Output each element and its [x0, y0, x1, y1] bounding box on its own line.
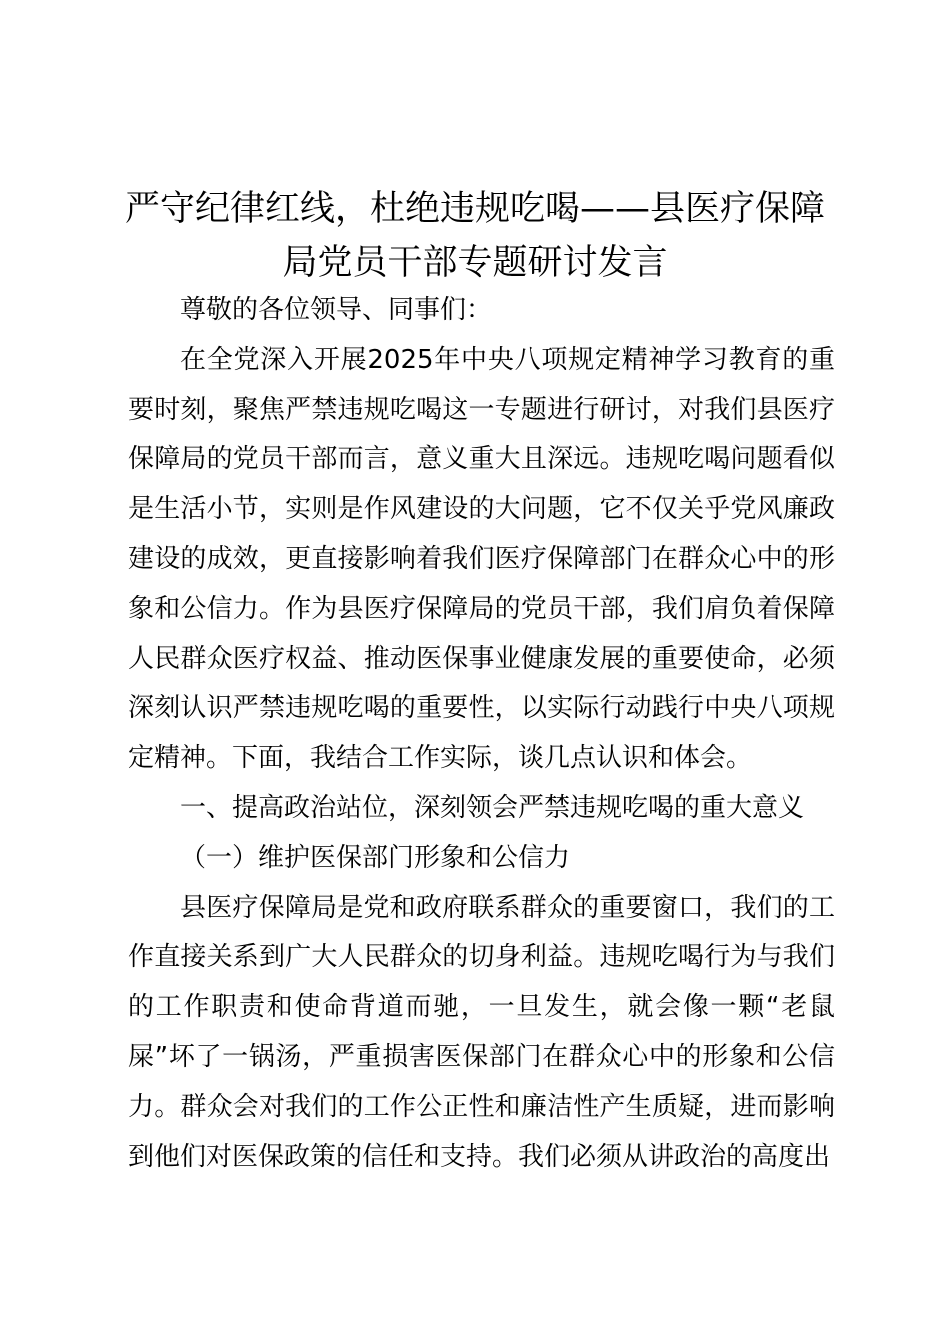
document-body: [128, 286, 835, 1182]
salutation: 尊敬的各位领导、同事们：: [180, 295, 493, 325]
intro-paragraph: 在全党深入开展2025年中央八项规定精神学习教育的重要时刻，聚焦严禁违规吃喝这一专题进行研讨，对我们县医疗保障局的党员干部而言，意义重大且深远。违规吃喝问题看似是生活小节，实则是作风建设的大问题，它不仅关乎党风廉政建设的成效，更直接影响着我们医疗保障部门在群众心中的形象和公信力。作为县医疗保障局的党员干部，我们肩负着保障人民群众医疗权益、推动医保事业健康发展的重要使命，必须深刻认识严禁违规吃喝的重要性，以实际行动践行中央八项规定精神。下面，我结合工作实际，谈几点认识和体会。: [128, 344, 835, 774]
subsection-heading-1: （一）维护医保部门形象和公信力: [180, 842, 571, 873]
document-title: 严守纪律红线，杜绝违规吃喝——县医疗保障局党员干部专题研讨发言: [124, 189, 825, 283]
section-heading-1: 一、提高政治站位，深刻领会严禁违规吃喝的重大意义: [180, 792, 805, 823]
body-paragraph-1: 县医疗保障局是党和政府联系群众的重要窗口，我们的工作直接关系到广大人民群众的切身利益。违规吃喝行为与我们的工作职责和使命背道而驰，一旦发生，就会像一颗“老鼠屎”坏了一锅汤，严重损害医保部门在群众心中的形象和公信力。群众会对我们的工作公正性和廉洁性产生质疑，进而影响到他们对医保政策的信任和支持。我们必须从讲政治的高度出: [128, 892, 835, 1172]
